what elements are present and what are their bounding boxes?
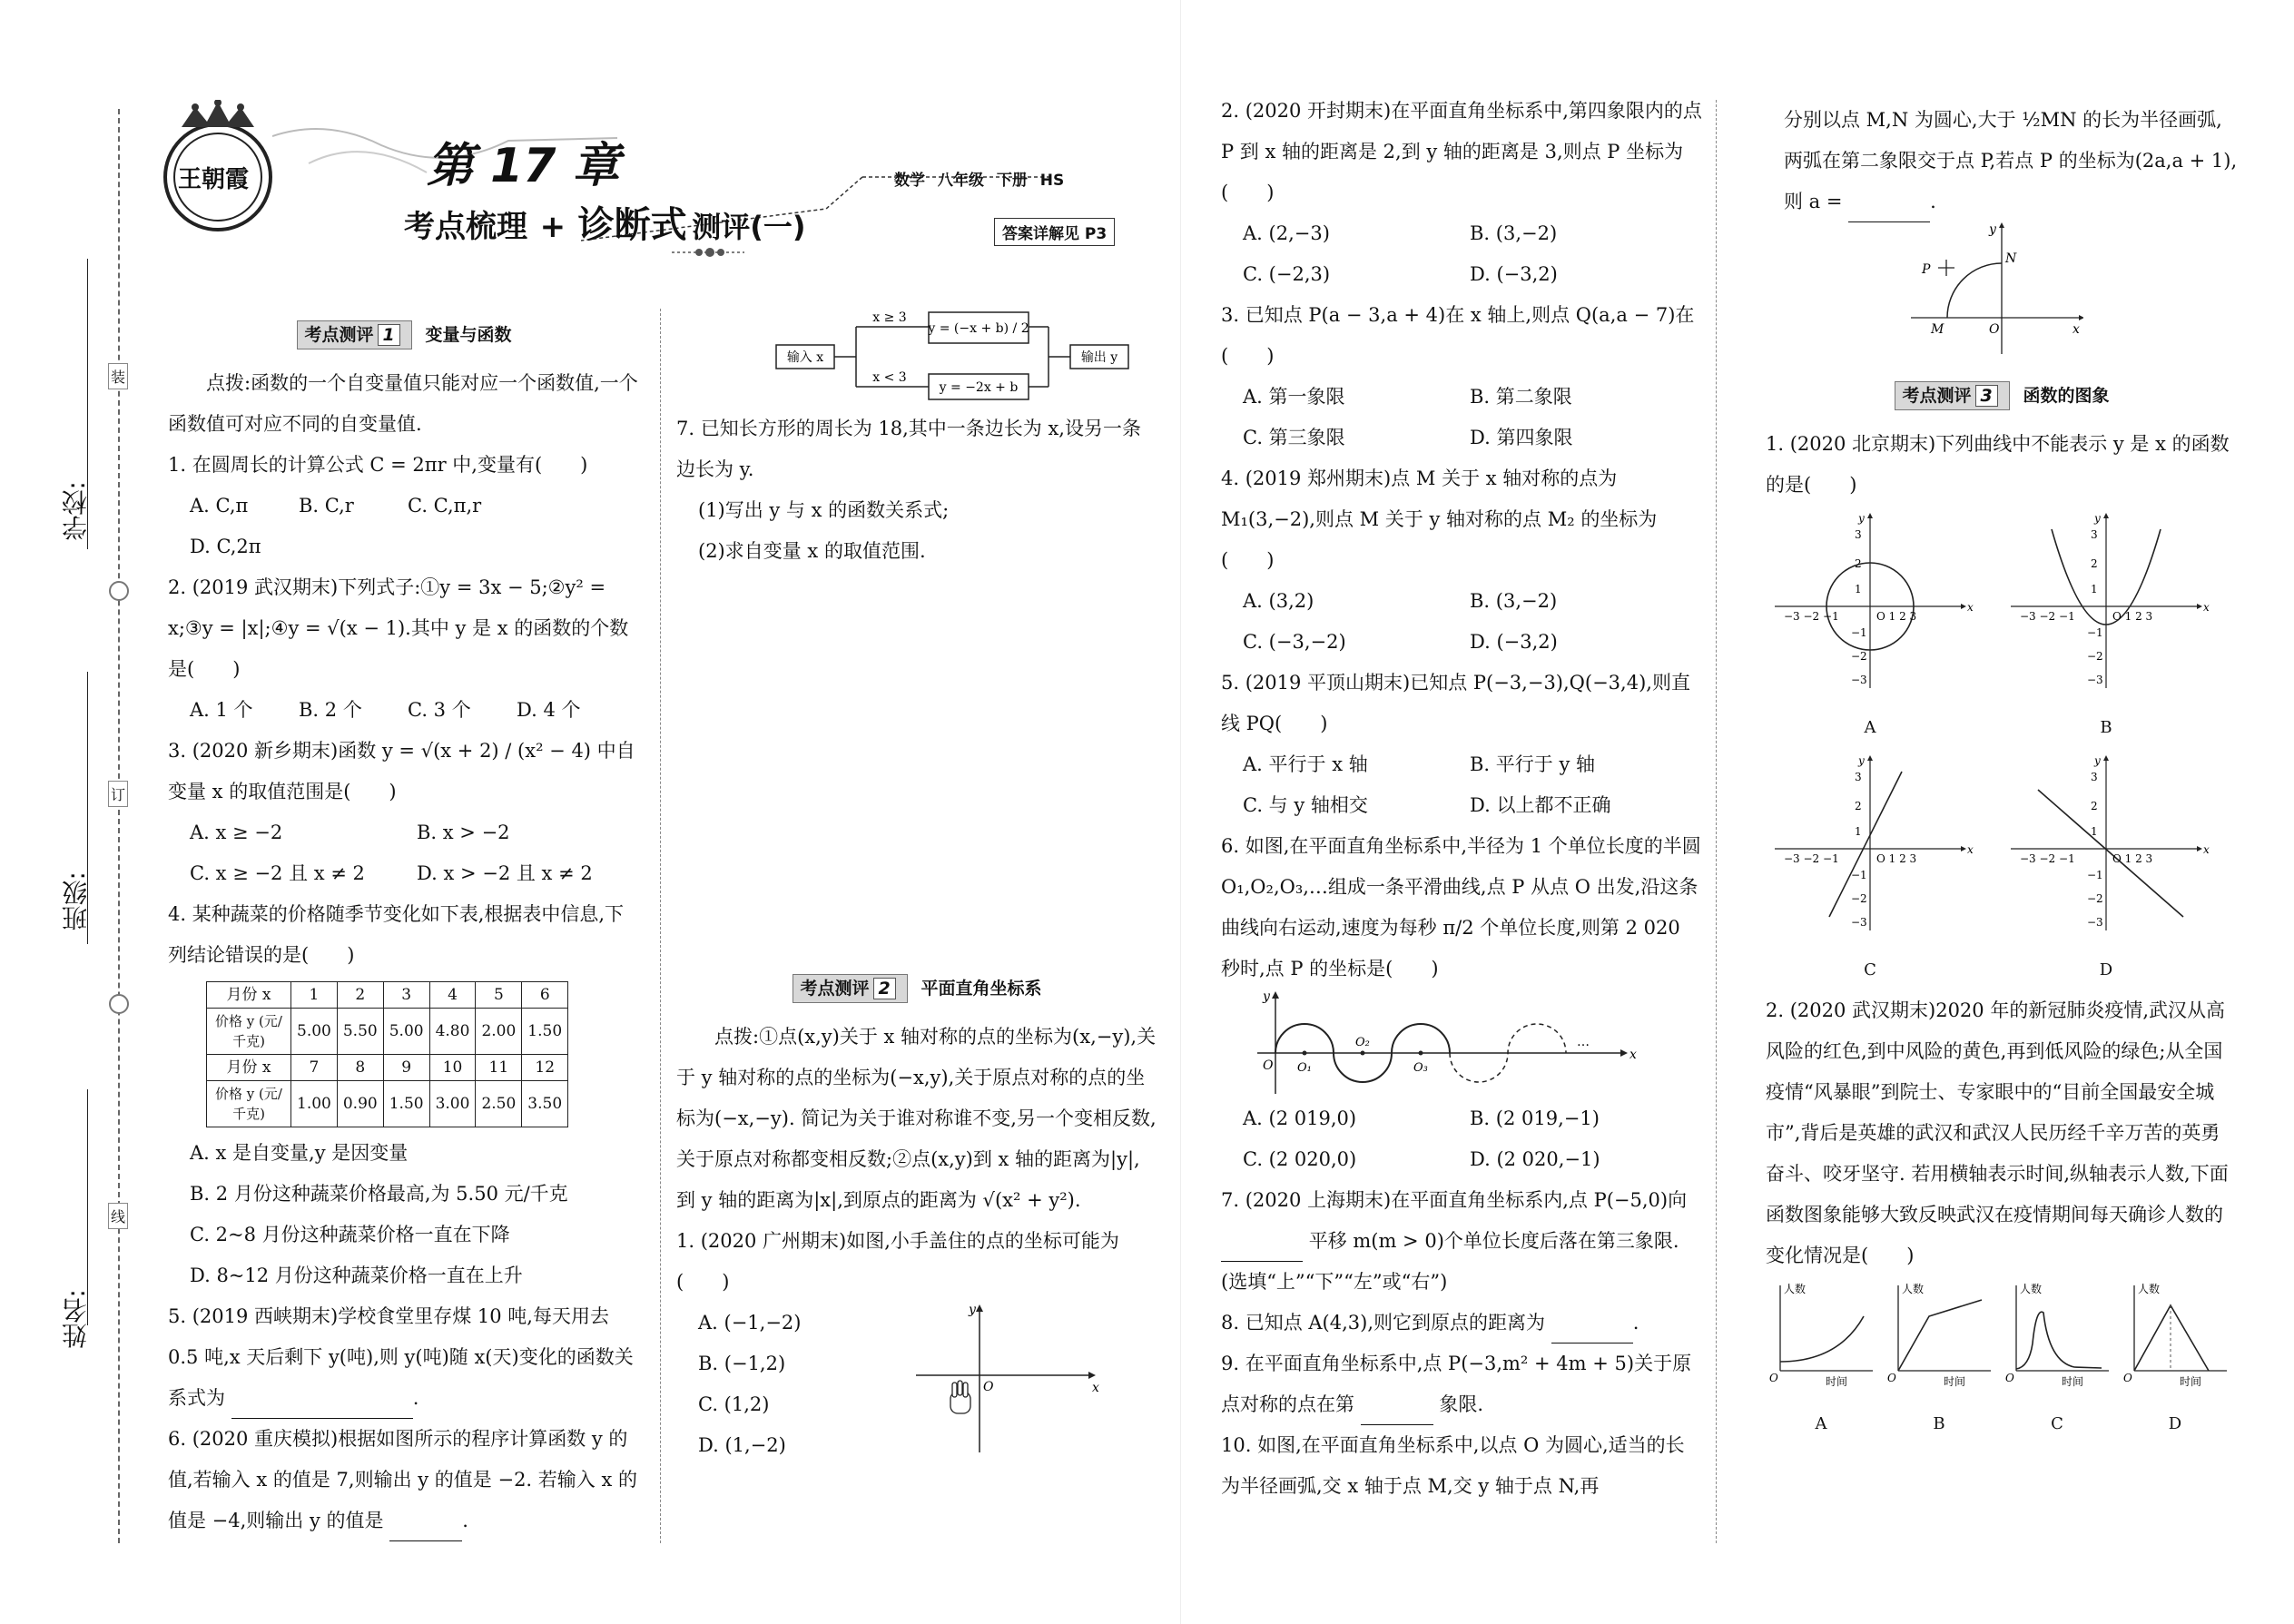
q2-10: 10. 如图,在平面直角坐标系中,以点 O 为圆心,适当的长为半径画弧,交 x 轴于点 M,交 y 轴于点 N,再	[1221, 1434, 1685, 1497]
q1-6: 6. (2020 重庆模拟)根据如图所示的程序计算函数 y 的值,若输入 x 的值是 7,则输出 y 的值是 −2. 若输入 x 的值是 −4,则输出 y 的值是 .	[168, 1419, 640, 1541]
svg-text:x: x	[1967, 843, 1974, 856]
hand-icon	[950, 1381, 970, 1413]
section-1-badge: 考点测评 1	[297, 320, 412, 349]
cell: 1	[291, 982, 338, 1009]
trend-graph-c[interactable]	[2002, 1280, 2112, 1444]
option[interactable]: D. 4 个	[517, 699, 581, 721]
option[interactable]: B. 第二象限	[1470, 386, 1572, 408]
svg-text:−1: −1	[2087, 869, 2103, 881]
svg-text:y: y	[2094, 754, 2101, 767]
cell: 5.00	[383, 1009, 429, 1055]
name-label: 姓名:	[61, 1289, 91, 1349]
flow-cond1: x ≥ 3	[872, 310, 907, 325]
axis-y-label: 人数	[2020, 1283, 2043, 1295]
svg-text:−2: −2	[1851, 650, 1867, 663]
option[interactable]: C. 3 个	[408, 699, 471, 721]
price-table	[206, 981, 568, 1127]
cell: 10	[429, 1055, 476, 1081]
svg-text:1: 1	[1855, 583, 1862, 595]
cell: 11	[476, 1055, 522, 1081]
trend-graph-d[interactable]	[2120, 1280, 2230, 1444]
flow-input: 输入 x	[786, 350, 824, 365]
col-separator-3	[1716, 100, 1717, 1543]
section-3-header	[1766, 375, 2238, 417]
flow-output: 输出 y	[1080, 350, 1118, 365]
cell: 12	[522, 1055, 568, 1081]
trend-graph-a[interactable]	[1766, 1280, 1876, 1444]
q2-1-options	[676, 1303, 898, 1466]
svg-text:−3 −2 −1: −3 −2 −1	[1784, 852, 1839, 865]
q1-7-part2: (2)求自变量 x 的取值范围.	[698, 540, 926, 562]
option[interactable]: A. (3,2)	[1243, 590, 1314, 612]
svg-text:x: x	[1967, 601, 1974, 614]
svg-text:−2: −2	[1851, 892, 1867, 905]
chapter-title: 第 17 章	[427, 139, 620, 193]
section-2-title: 平面直角坐标系	[921, 979, 1042, 999]
svg-text:−3: −3	[2087, 916, 2103, 929]
svg-text:−2: −2	[2087, 892, 2103, 905]
price-header: 价格 y (元/千克)	[207, 1081, 291, 1127]
table-row	[207, 1009, 568, 1055]
svg-text:−3 −2 −1: −3 −2 −1	[2020, 852, 2075, 865]
flow-f2: y = −2x + b	[939, 380, 1019, 395]
option[interactable]: B. (−1,2)	[698, 1353, 786, 1374]
q1-1: 1. 在圆周长的计算公式 C = 2πr 中,变量有( )	[168, 454, 588, 476]
answer-blank[interactable]	[1848, 202, 1930, 222]
svg-text:3: 3	[2091, 771, 2098, 783]
svg-text:O 1 2 3: O 1 2 3	[1876, 852, 1917, 865]
q3-1-graphs	[1766, 511, 2238, 990]
graph-c[interactable]	[1766, 753, 2002, 990]
column-4	[1766, 100, 2238, 1444]
option[interactable]: C. x ≥ −2 且 x ≠ 2	[190, 862, 365, 884]
svg-text:−3 −2 −1: −3 −2 −1	[1784, 610, 1839, 623]
q2-5-options	[1221, 744, 1702, 826]
svg-text:x: x	[2203, 601, 2210, 614]
svg-text:y: y	[1858, 512, 1865, 525]
page-fold	[1180, 0, 1181, 1624]
origin-label: O	[2123, 1372, 2132, 1384]
option[interactable]: D. 第四象限	[1470, 427, 1573, 448]
svg-text:O₃: O₃	[1413, 1061, 1428, 1075]
axis-x-label: 时间	[2062, 1375, 2084, 1388]
q2-4-options	[1221, 581, 1702, 663]
svg-text:O 1 2 3: O 1 2 3	[2112, 610, 2153, 623]
svg-text:y: y	[1989, 222, 1996, 237]
option[interactable]: A. (−1,−2)	[698, 1312, 802, 1334]
option[interactable]: C. (2 020,0)	[1243, 1148, 1357, 1170]
table-row	[207, 1055, 568, 1081]
svg-text:y: y	[2094, 512, 2101, 525]
svg-text:O 1 2 3: O 1 2 3	[1876, 610, 1917, 623]
svg-text:−2: −2	[2087, 650, 2103, 663]
cell: 6	[522, 982, 568, 1009]
mark-top: 装	[108, 363, 128, 389]
cell: 4	[429, 982, 476, 1009]
svg-text:−1: −1	[2087, 626, 2103, 639]
option[interactable]: D. 以上都不正确	[1470, 794, 1611, 816]
graph-label: C	[2051, 1414, 2063, 1433]
q2-6: 6. 如图,在平面直角坐标系中,半径为 1 个单位长度的半圆 O₁,O₂,O₃,…组成一条平滑曲线,点 P 从点 O 出发,沿这条曲线向右运动,速度为每秒 π/2 个单位长度,则第 2 020 秒时,点 P 的坐标是( )	[1221, 835, 1701, 979]
table-row	[207, 982, 568, 1009]
option[interactable]: B. (3,−2)	[1470, 222, 1558, 244]
svg-text:2: 2	[2091, 557, 2098, 570]
option[interactable]: A. x ≥ −2	[190, 822, 283, 843]
q2-7: 7. (2020 上海期末)在平面直角坐标系内,点 P(−5,0)向 平移 m(m > 0)个单位长度后落在第三象限.(选填“上”“下”“左”或“右”)	[1221, 1189, 1688, 1293]
svg-text:x: x	[2203, 843, 2210, 856]
svg-text:O 1 2 3: O 1 2 3	[2112, 852, 2153, 865]
hint-2: 点拨:①点(x,y)关于 x 轴对称的点的坐标为(x,−y),关于 y 轴对称的点的坐标为(−x,y),关于原点对称的点的坐标为(−x,−y). 简记为关于谁对称谁不变,另一个变相反数,关于原点对称都变相反数;②点(x,y)到 x 轴的距离为|y|,到 y 轴的距离为|x|,到原点的距离为 √(x² + y²).	[676, 1026, 1157, 1211]
flow-cond2: x < 3	[872, 370, 907, 385]
option[interactable]: D. (1,−2)	[698, 1434, 786, 1456]
cell: 3.00	[429, 1081, 476, 1127]
svg-text:y: y	[1263, 989, 1270, 1004]
svg-text:−3: −3	[2087, 674, 2103, 686]
cell: 3	[383, 982, 429, 1009]
answer-blank[interactable]	[389, 1521, 462, 1541]
option[interactable]: A. (2,−3)	[1243, 222, 1330, 244]
cell: 2.00	[476, 1009, 522, 1055]
q1-4-options	[168, 1133, 640, 1296]
q1-3: 3. (2020 新乡期末)函数 y = √(x + 2) / (x² − 4) 中自变量 x 的取值范围是( )	[168, 740, 635, 802]
cell: 1.00	[291, 1081, 338, 1127]
option[interactable]: C. 与 y 轴相交	[1243, 794, 1368, 816]
class-label: 班级:	[61, 871, 91, 931]
svg-text:−3 −2 −1: −3 −2 −1	[2020, 610, 2075, 623]
answer-ref: 答案详解见 P3	[994, 218, 1115, 246]
svg-text:N: N	[2005, 251, 2017, 266]
table-row	[207, 1081, 568, 1127]
svg-text:−1: −1	[1851, 869, 1867, 881]
option[interactable]: A. (2 019,0)	[1243, 1107, 1357, 1129]
mark-bot: 线	[108, 1203, 128, 1229]
section-3-badge: 考点测评 3	[1895, 381, 2010, 410]
svg-text:1: 1	[1855, 825, 1862, 838]
axis-x-label: 时间	[1826, 1375, 1848, 1388]
mark-mid: 订	[108, 781, 128, 807]
svg-text:3: 3	[1855, 771, 1862, 783]
q2-1-body	[676, 1303, 1157, 1466]
svg-text:P: P	[1922, 262, 1931, 277]
q3-2: 2. (2020 武汉期末)2020 年的新冠肺炎疫情,武汉从高风险的红色,到中风险的黄色,再到低风险的绿色;从全国疫情“风暴眼”到院士、专家眼中的“目前全国最安全城市”,背后是英雄的武汉和武汉人民历经千辛万苦的英勇奋斗、咬牙坚守. 若用横轴表示时间,纵轴表示人数,下面函数图象能够大致反映武汉在疫情期间每天确诊人数的变化情况是( )	[1766, 999, 2229, 1266]
q2-6-options	[1221, 1098, 1702, 1180]
axis-y-label: 人数	[1902, 1283, 1925, 1295]
svg-text:x: x	[1629, 1048, 1637, 1062]
option[interactable]: C. 第三象限	[1243, 427, 1345, 448]
origin-label: O	[1769, 1372, 1778, 1384]
trend-graph-b[interactable]	[1884, 1280, 1994, 1444]
q1-5: 5. (2019 西峡期末)学校食堂里存煤 10 吨,每天用去 0.5 吨,x 天后剩下 y(吨),则 y(吨)随 x(天)变化的函数关系式为 .	[168, 1296, 640, 1419]
section-3-title: 函数的图象	[2023, 386, 2110, 406]
svg-text:−1: −1	[1851, 626, 1867, 639]
svg-text:x: x	[2072, 322, 2080, 337]
section-1-number: 1	[378, 324, 400, 346]
q3-2-graphs	[1766, 1280, 2238, 1444]
school-label: 学校:	[61, 481, 91, 541]
price-header: 价格 y (元/千克)	[207, 1009, 291, 1055]
subtitle-b: 诊断式	[577, 204, 687, 246]
cell: 5.00	[291, 1009, 338, 1055]
option[interactable]: A. x 是自变量,y 是因变量	[190, 1142, 409, 1164]
q1-4: 4. 某种蔬菜的价格随季节变化如下表,根据表中信息,下列结论错误的是( )	[168, 903, 625, 966]
svg-text:x: x	[1092, 1381, 1099, 1395]
cell: 1.50	[383, 1081, 429, 1127]
q2-2: 2. (2020 开封期末)在平面直角坐标系中,第四象限内的点 P 到 x 轴的距离是 2,到 y 轴的距离是 3,则点 P 坐标为( )	[1221, 100, 1702, 203]
svg-text:3: 3	[2091, 528, 2098, 541]
svg-text:2: 2	[1855, 800, 1862, 812]
cell: 5	[476, 982, 522, 1009]
option[interactable]: C. 2~8 月份这种蔬菜价格一直在下降	[190, 1224, 510, 1245]
q2-3: 3. 已知点 P(a − 3,a + 4)在 x 轴上,则点 Q(a,a − 7)在( )	[1221, 304, 1695, 367]
graph-label: A	[1815, 1414, 1827, 1433]
binding-line	[118, 109, 120, 1543]
section-1-header	[168, 314, 640, 356]
svg-text:y: y	[969, 1303, 976, 1317]
arc-construction-figure	[1902, 222, 2083, 359]
svg-text:O: O	[1989, 322, 2000, 337]
column-3	[1221, 91, 1702, 1507]
svg-text:…: …	[1577, 1035, 1590, 1049]
answer-blank[interactable]	[1361, 1404, 1433, 1425]
option[interactable]: B. C,r	[299, 495, 354, 517]
semicircle-curve-figure	[1239, 989, 1657, 1098]
column-1	[168, 309, 640, 1541]
option[interactable]: B. (2 019,−1)	[1470, 1107, 1600, 1129]
svg-text:1: 1	[2091, 583, 2098, 595]
graph-label: D	[2168, 1414, 2182, 1433]
q1-2-options	[168, 690, 640, 731]
origin-label: O	[2005, 1372, 2014, 1384]
option[interactable]: B. 平行于 y 轴	[1470, 753, 1595, 775]
answer-space[interactable]	[676, 572, 1157, 962]
cell: 8	[337, 1055, 383, 1081]
option[interactable]: D. (−3,2)	[1470, 631, 1558, 653]
cell: 3.50	[522, 1081, 568, 1127]
axis-x-label: 时间	[1944, 1375, 1966, 1388]
hand-covered-axes	[898, 1303, 1107, 1457]
section-2-badge: 考点测评 2	[793, 974, 908, 1003]
graph-a[interactable]	[1766, 511, 2002, 748]
q1-1-options	[168, 486, 640, 567]
cell: 0.90	[337, 1081, 383, 1127]
q1-3-options	[168, 812, 640, 894]
graph-label: B	[2100, 718, 2112, 737]
grade-info: 数学 八年级 下册 HS	[894, 172, 1065, 190]
section-3-number: 3	[1975, 385, 1998, 407]
graph-label: B	[1933, 1414, 1945, 1433]
answer-blank[interactable]	[1221, 1241, 1303, 1262]
section-2-number: 2	[873, 978, 896, 999]
graph-label: D	[2099, 960, 2113, 979]
option[interactable]: D. C,2π	[190, 536, 261, 557]
cell: 5.50	[337, 1009, 383, 1055]
option[interactable]: C. C,π,r	[408, 495, 482, 517]
margin-circle-2	[109, 994, 129, 1014]
svg-text:2: 2	[1855, 557, 1862, 570]
column-2	[676, 309, 1157, 1466]
hint-1: 点拨:函数的一个自变量值只能对应一个函数值,一个函数值可对应不同的自变量值.	[168, 372, 638, 435]
graph-b[interactable]	[2002, 511, 2238, 748]
program-flowchart	[704, 309, 1176, 408]
q1-7: 7. 已知长方形的周长为 18,其中一条边长为 x,设另一条边长为 y.	[676, 418, 1141, 480]
svg-text:O₁: O₁	[1297, 1061, 1312, 1075]
q1-2: 2. (2019 武汉期末)下列式子:①y = 3x − 5;②y² = x;③y = |x|;④y = √(x − 1).其中 y 是 x 的函数的个数是( )	[168, 576, 629, 680]
flow-f1: y = (−x + b) / 2	[928, 321, 1029, 336]
svg-text:−3: −3	[1851, 916, 1867, 929]
option[interactable]: B. 2 月份这种蔬菜价格最高,为 5.50 元/千克	[190, 1183, 568, 1205]
option[interactable]: B. (3,−2)	[1470, 590, 1558, 612]
svg-text:−3: −3	[1851, 674, 1867, 686]
svg-text:3: 3	[1855, 528, 1862, 541]
subtitle-plus: +	[539, 209, 566, 245]
cell: 2.50	[476, 1081, 522, 1127]
subtitle-a: 考点梳理	[404, 209, 527, 245]
month-header: 月份 x	[207, 1055, 291, 1081]
subtitle-c: 测评(一)	[692, 210, 806, 244]
q2-4: 4. (2019 郑州期末)点 M 关于 x 轴对称的点为 M₁(3,−2),则点 M 关于 y 轴对称的点 M₂ 的坐标为( )	[1221, 468, 1658, 571]
q2-2-options	[1221, 213, 1702, 295]
svg-text:O₂: O₂	[1355, 1036, 1370, 1049]
axis-y-label: 人数	[2138, 1283, 2161, 1295]
subtitle	[404, 196, 806, 248]
answer-blank[interactable]	[1551, 1323, 1633, 1343]
svg-text:2: 2	[2091, 800, 2098, 812]
cell: 1.50	[522, 1009, 568, 1055]
option[interactable]: D. x > −2 且 x ≠ 2	[417, 862, 593, 884]
graph-label: C	[1864, 960, 1876, 979]
svg-text:y: y	[1858, 754, 1865, 767]
answer-blank[interactable]	[231, 1398, 413, 1419]
option[interactable]: B. x > −2	[417, 822, 510, 843]
option[interactable]: D. (2 020,−1)	[1470, 1148, 1600, 1170]
option[interactable]: A. 平行于 x 轴	[1243, 753, 1368, 775]
option[interactable]: C. (−2,3)	[1243, 263, 1331, 285]
logo-text: 王朝霞	[178, 166, 250, 193]
option[interactable]: A. 1 个	[190, 699, 253, 721]
graph-label: A	[1864, 718, 1876, 737]
graph-d[interactable]	[2002, 753, 2238, 990]
cell: 7	[291, 1055, 338, 1081]
option[interactable]: A. C,π	[190, 495, 249, 517]
q3-1: 1. (2020 北京期末)下列曲线中不能表示 y 是 x 的函数的是( )	[1766, 433, 2230, 496]
q2-9: 9. 在平面直角坐标系中,点 P(−3,m² + 4m + 5)关于原点对称的点在第 象限.	[1221, 1343, 1702, 1425]
svg-text:M: M	[1931, 322, 1944, 337]
q1-7-part1: (1)写出 y 与 x 的函数关系式;	[698, 499, 950, 521]
col-separator-1	[660, 309, 661, 1543]
axis-x-label: 时间	[2180, 1375, 2202, 1388]
option[interactable]: A. 第一象限	[1243, 386, 1345, 408]
option[interactable]: D. 8~12 月份这种蔬菜价格一直在上升	[190, 1265, 523, 1286]
q2-8: 8. 已知点 A(4,3),则它到原点的距离为 .	[1221, 1303, 1702, 1343]
q2-1: 1. (2020 广州期末)如图,小手盖住的点的坐标可能为( )	[676, 1230, 1119, 1293]
origin-label: O	[1887, 1372, 1896, 1384]
q2-3-options	[1221, 377, 1702, 458]
cell: 9	[383, 1055, 429, 1081]
month-header: 月份 x	[207, 982, 291, 1009]
svg-text:1: 1	[2091, 825, 2098, 838]
margin-circle-1	[109, 581, 129, 601]
svg-text:O: O	[1263, 1058, 1274, 1073]
cell: 4.80	[429, 1009, 476, 1055]
origin-label: O	[983, 1380, 994, 1394]
section-2-header	[676, 968, 1157, 1009]
option[interactable]: C. (1,2)	[698, 1393, 770, 1415]
section-1-title: 变量与函数	[425, 325, 512, 345]
q2-10-cont: 分别以点 M,N 为圆心,大于 ½MN 的长为半径画弧,两弧在第二象限交于点 P,若点 P 的坐标为(2a,a + 1),则 a = .	[1766, 100, 2238, 222]
axis-y-label: 人数	[1784, 1283, 1807, 1295]
option[interactable]: D. (−3,2)	[1470, 263, 1558, 285]
option[interactable]: C. (−3,−2)	[1243, 631, 1346, 653]
option[interactable]: B. 2 个	[299, 699, 362, 721]
q2-5: 5. (2019 平顶山期末)已知点 P(−3,−3),Q(−3,4),则直线 PQ( )	[1221, 672, 1690, 734]
cell: 2	[337, 982, 383, 1009]
